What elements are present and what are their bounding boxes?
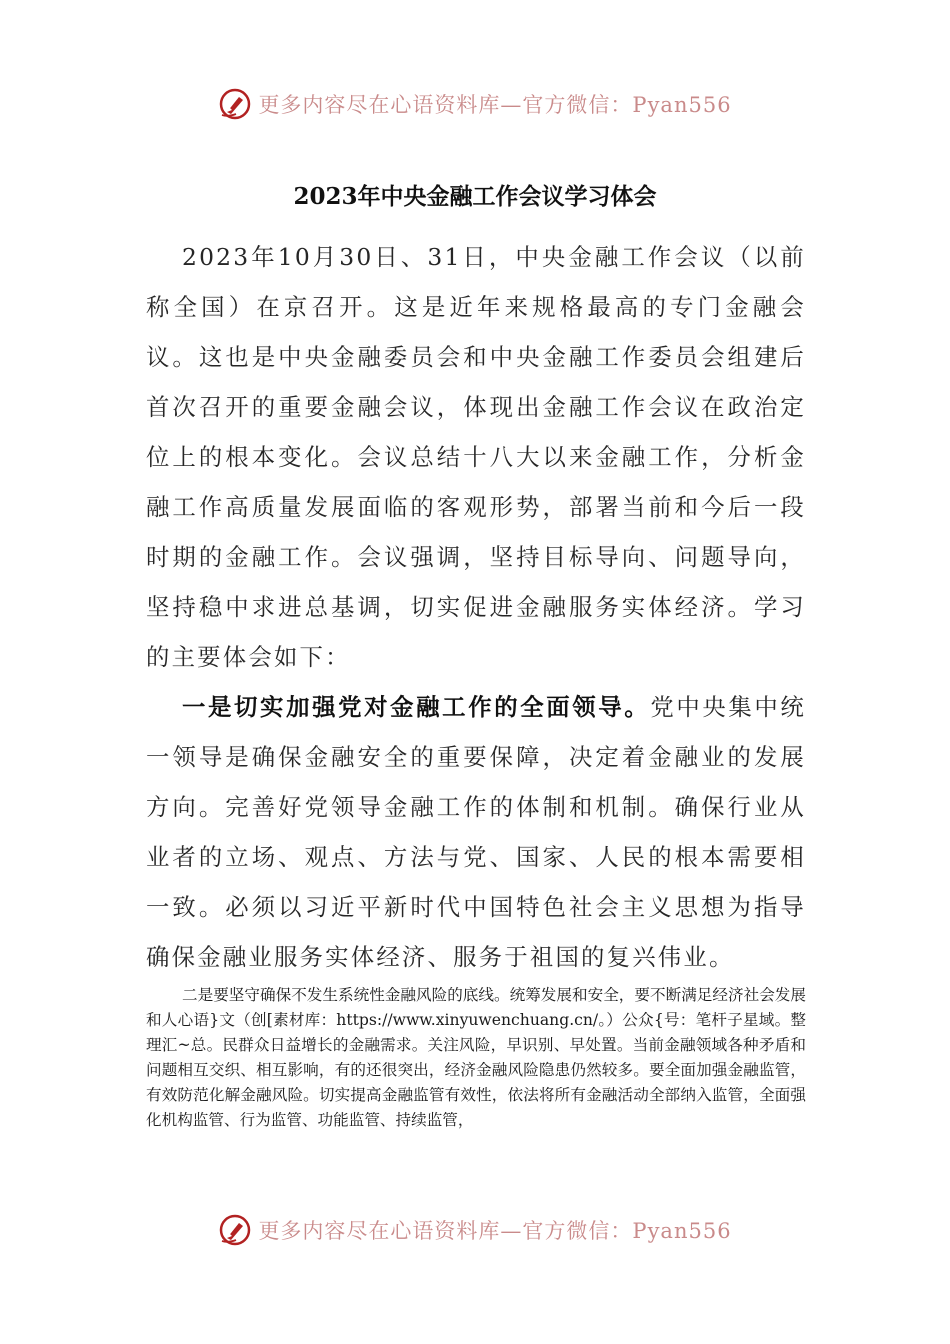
- pen-nib-logo-icon: [218, 1213, 252, 1247]
- paragraph-intro: 2023年10月30日、31日，中央金融工作会议（以前称全国）在京召开。这是近年来规格最高的专门金融会议。这也是中央金融委员会和中央金融工作委员会组建后首次召开的重要金融会议，体现出金融工作会议在政治定位上的根本变化。会议总结十八大以来金融工作，分析金融工作高质量发展面临的客观形势，部署当前和今后一段时期的金融工作。会议强调，坚持目标导向、问题导向，坚持稳中求进总基调，切实促进金融服务实体经济。学习的主要体会如下：: [146, 243, 806, 671]
- document-title: 2023年中央金融工作会议学习体会: [293, 183, 657, 210]
- paragraph-point-one-heading: 一是切实加强党对金融工作的全面领导。: [182, 693, 651, 721]
- paragraph-point-one-body: 党中央集中统一领导是确保金融安全的重要保障，决定着金融业的发展方向。完善好党领导金融工作的体制和机制。确保行业从业者的立场、观点、方法与党、国家、人民的根本需要相一致。必须以习近平新时代中国特色社会主义思想为指导确保金融业服务实体经济、服务于祖国的复兴伟业。: [146, 693, 806, 971]
- footer-watermark: [0, 1210, 950, 1250]
- paragraph-point-one: [146, 682, 806, 982]
- footer-watermark-text: 更多内容尽在心语资料库—官方微信：Pyan556: [258, 1219, 732, 1243]
- pen-nib-logo-icon: [218, 87, 252, 121]
- header-watermark: [0, 84, 950, 124]
- header-watermark-text: 更多内容尽在心语资料库—官方微信：Pyan556: [258, 93, 732, 117]
- paragraph-point-two: 二是要坚守确保不发生系统性金融风险的底线。统筹发展和安全，要不断满足经济社会发展和人心语}文（创[素材库：https://www.xinyuwenchuang.cn/。）公众{号：笔杆子星域。整理汇~总。民群众日益增长的金融需求。关注风险，早识别、早处置。当前金融领域各种矛盾和问题相互交织、相互影响，有的还很突出，经济金融风险隐患仍然较多。要全面加强金融监管，有效防范化解金融风险。切实提高金融监管有效性，依法将所有金融活动全部纳入监管，全面强化机构监管、行为监管、功能监管、持续监管，: [146, 986, 806, 1129]
